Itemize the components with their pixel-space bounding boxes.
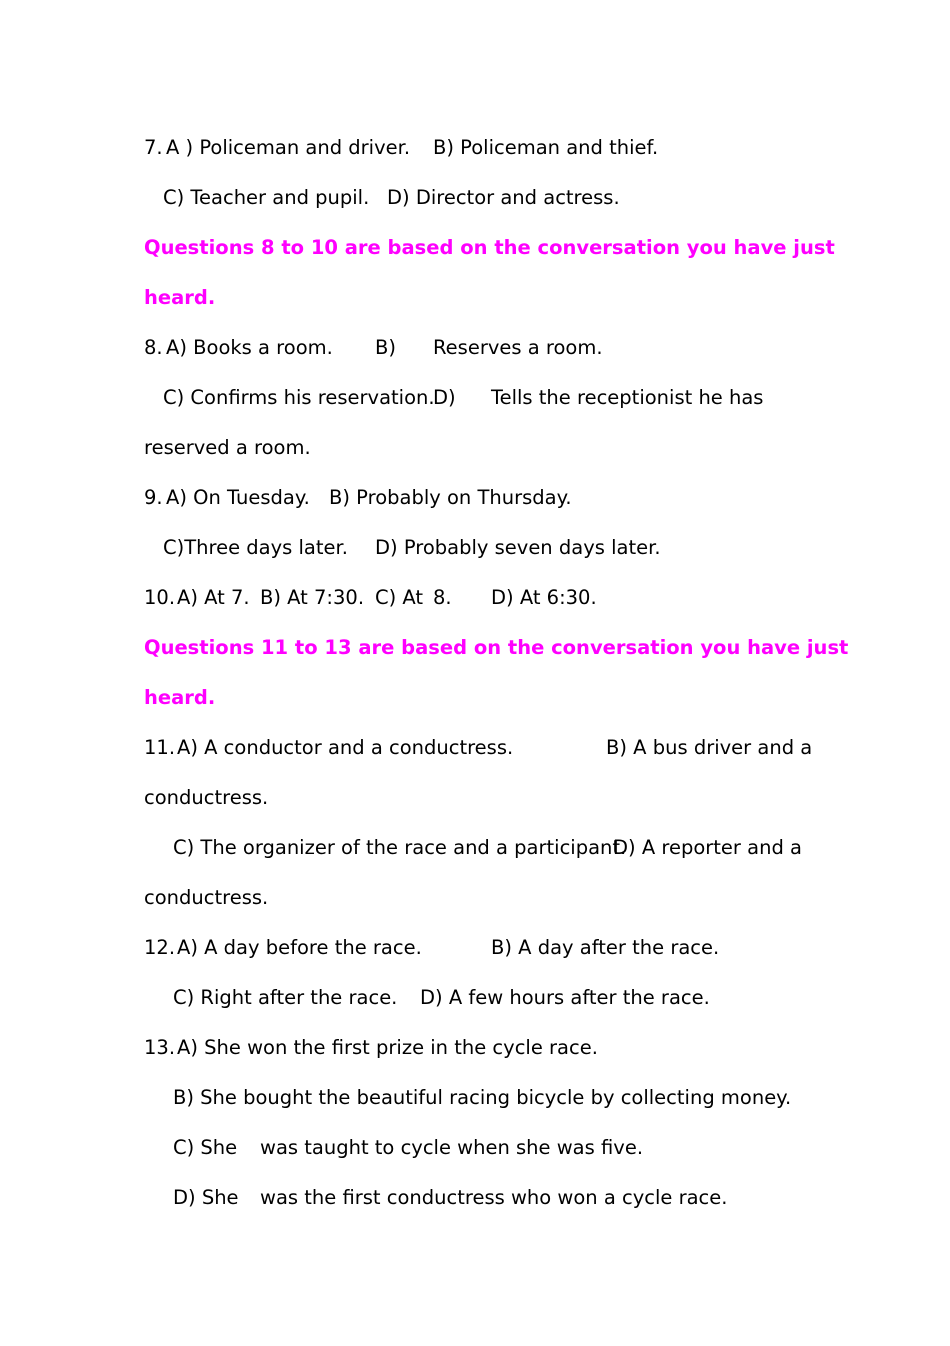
question-13-option-d-text: was the first conductress who won a cycle race. <box>260 1186 728 1209</box>
section-heading-8-10-cont: heard. <box>144 286 216 309</box>
question-12-number: 12. <box>144 936 176 959</box>
question-10-option-a: A) At 7. <box>177 586 250 609</box>
question-9-option-d: D) Probably seven days later. <box>375 536 661 559</box>
question-8-number: 8. <box>144 336 163 359</box>
question-7-line-2 <box>163 183 620 213</box>
question-9-option-a: A) On Tuesday. <box>166 486 310 509</box>
section-heading-11-13-cont: heard. <box>144 686 216 709</box>
question-12-option-d: D) A few hours after the race. <box>420 986 710 1009</box>
question-7-option-c: C) Teacher and pupil. <box>163 186 370 209</box>
question-7-number: 7. <box>144 136 163 159</box>
question-10-option-d: D) At 6:30. <box>491 586 597 609</box>
question-10-option-c-label: C) At <box>375 586 424 609</box>
question-13-line-1 <box>144 1033 598 1063</box>
question-7-option-a: A ) Policeman and driver. <box>166 136 411 159</box>
question-9-option-c: C)Three days later. <box>163 536 348 559</box>
question-8-option-b-text: Reserves a room. <box>433 336 603 359</box>
question-11-option-d: D) A reporter and a <box>613 836 802 859</box>
question-11-option-b-cont: conductress. <box>144 786 269 809</box>
question-13-number: 13. <box>144 1036 176 1059</box>
question-12-option-a: A) A day before the race. <box>177 936 422 959</box>
question-9-line-2 <box>163 533 661 563</box>
question-12-option-b: B) A day after the race. <box>491 936 720 959</box>
question-7-option-d: D) Director and actress. <box>387 186 620 209</box>
question-12-line-1 <box>144 933 720 963</box>
question-8-line-1 <box>144 333 603 363</box>
question-13-line-3 <box>173 1133 644 1163</box>
question-11-option-c: C) The organizer of the race and a participant. <box>173 836 627 859</box>
question-11-option-a: A) A conductor and a conductress. <box>177 736 514 759</box>
question-13-option-c-label: C) She <box>173 1136 238 1159</box>
question-11-option-d-cont: conductress. <box>144 886 269 909</box>
question-12-line-2 <box>173 983 710 1013</box>
question-11-option-b: B) A bus driver and a <box>606 736 813 759</box>
question-13-option-c-text: was taught to cycle when she was five. <box>260 1136 644 1159</box>
question-8-option-a: A) Books a room. <box>166 336 333 359</box>
question-8-option-d-label: D) <box>433 386 456 409</box>
question-8-option-c: C) Confirms his reservation. <box>163 386 435 409</box>
question-8-option-b-label: B) <box>375 336 396 359</box>
question-13-option-a: A) She won the first prize in the cycle race. <box>177 1036 598 1059</box>
question-13-option-b: B) She bought the beautiful racing bicycle by collecting money. <box>173 1086 792 1109</box>
question-9-number: 9. <box>144 486 163 509</box>
section-heading-11-13: Questions 11 to 13 are based on the conversation you have just <box>144 636 849 659</box>
question-11-line-3 <box>173 833 802 863</box>
question-11-line-1 <box>144 733 813 763</box>
question-10-number: 10. <box>144 586 176 609</box>
question-13-line-4 <box>173 1183 728 1213</box>
question-9-option-b: B) Probably on Thursday. <box>329 486 572 509</box>
question-8-option-d-cont: reserved a room. <box>144 436 311 459</box>
question-13-option-d-label: D) She <box>173 1186 239 1209</box>
question-7-option-b: B) Policeman and thief. <box>433 136 659 159</box>
question-10-line-1 <box>144 583 597 613</box>
section-heading-8-10: Questions 8 to 10 are based on the conversation you have just <box>144 236 835 259</box>
question-12-option-c: C) Right after the race. <box>173 986 398 1009</box>
question-10-option-c-value: 8. <box>433 586 452 609</box>
question-7-line-1 <box>144 133 659 163</box>
question-8-line-2 <box>163 383 764 413</box>
question-8-option-d-text: Tells the receptionist he has <box>491 386 764 409</box>
question-11-number: 11. <box>144 736 176 759</box>
question-9-line-1 <box>144 483 572 513</box>
question-10-option-b: B) At 7:30. <box>260 586 365 609</box>
